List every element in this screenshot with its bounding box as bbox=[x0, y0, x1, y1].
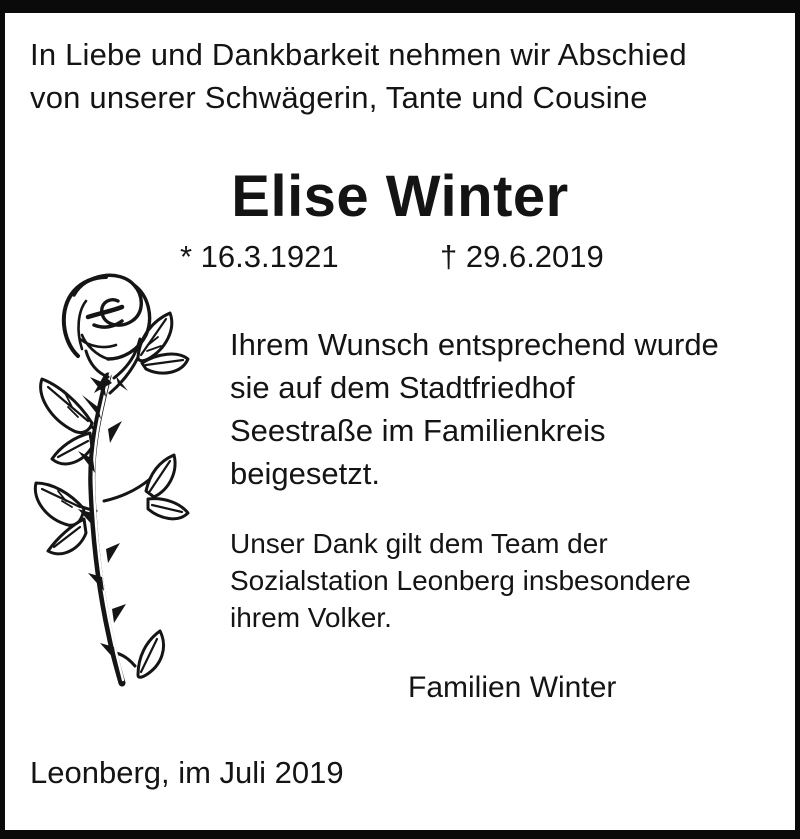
burial-paragraph bbox=[230, 323, 719, 495]
intro-text bbox=[30, 33, 687, 119]
deceased-name: Elise Winter bbox=[231, 164, 569, 229]
thanks-line-3: ihrem Volker. bbox=[230, 602, 392, 633]
family-signature: Familien Winter bbox=[408, 671, 617, 704]
death-date: † 29.6.2019 bbox=[440, 239, 604, 274]
burial-line-1: Ihrem Wunsch entsprechend wurde bbox=[230, 327, 719, 362]
rose-illustration bbox=[20, 261, 195, 689]
thanks-line-1: Unser Dank gilt dem Team der bbox=[230, 528, 608, 559]
intro-line-1: In Liebe und Dankbarkeit nehmen wir Abschied bbox=[30, 37, 687, 72]
thanks-line-2: Sozialstation Leonberg insbesondere bbox=[230, 565, 691, 596]
birth-date: * 16.3.1921 bbox=[180, 239, 339, 274]
intro-line-2: von unserer Schwägerin, Tante und Cousine bbox=[30, 80, 648, 115]
burial-line-3: Seestraße im Familienkreis bbox=[230, 413, 606, 448]
place-dateline: Leonberg, im Juli 2019 bbox=[30, 755, 344, 790]
thanks-paragraph bbox=[230, 525, 691, 636]
burial-line-4: beigesetzt. bbox=[230, 456, 380, 491]
burial-line-2: sie auf dem Stadtfriedhof bbox=[230, 370, 575, 405]
